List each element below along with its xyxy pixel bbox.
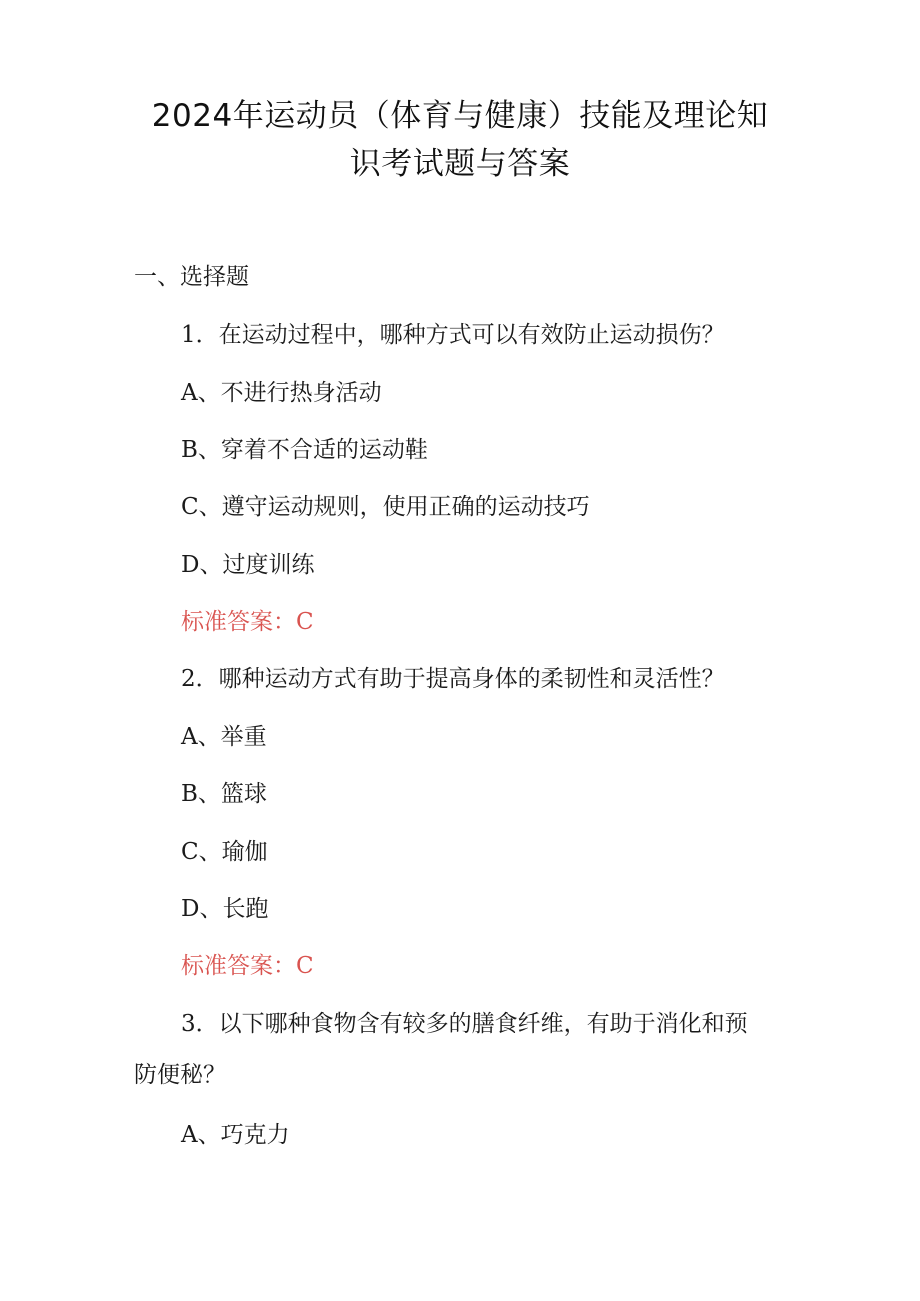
question-1: 1．在运动过程中，哪种方式可以有效防止运动损伤？ <box>181 322 725 348</box>
section-heading: 一、选择题 <box>134 264 249 290</box>
question-2-answer: 标准答案：C <box>181 953 314 979</box>
question-2-option-b: B、篮球 <box>181 781 267 807</box>
question-1-answer: 标准答案：C <box>181 609 314 635</box>
question-3-line-2: 防便秘？ <box>134 1062 226 1088</box>
question-1-option-c: C、遵守运动规则，使用正确的运动技巧 <box>181 494 590 520</box>
question-2-option-c: C、瑜伽 <box>181 839 268 865</box>
question-3-line-1: 3．以下哪种食物含有较多的膳食纤维，有助于消化和预 <box>181 1011 748 1037</box>
question-3-option-a: A、巧克力 <box>181 1122 290 1148</box>
question-1-option-a: A、不进行热身活动 <box>181 380 382 406</box>
question-2-option-a: A、举重 <box>181 724 267 750</box>
document-title <box>0 92 920 188</box>
question-1-option-d: D、过度训练 <box>181 552 315 578</box>
question-2-option-d: D、长跑 <box>181 896 269 922</box>
question-2: 2．哪种运动方式有助于提高身体的柔韧性和灵活性？ <box>181 666 725 692</box>
question-1-option-b: B、穿着不合适的运动鞋 <box>181 437 428 463</box>
title-line-2: 识考试题与答案 <box>349 146 571 182</box>
title-line-1: 2024年运动员（体育与健康）技能及理论知 <box>151 98 769 134</box>
